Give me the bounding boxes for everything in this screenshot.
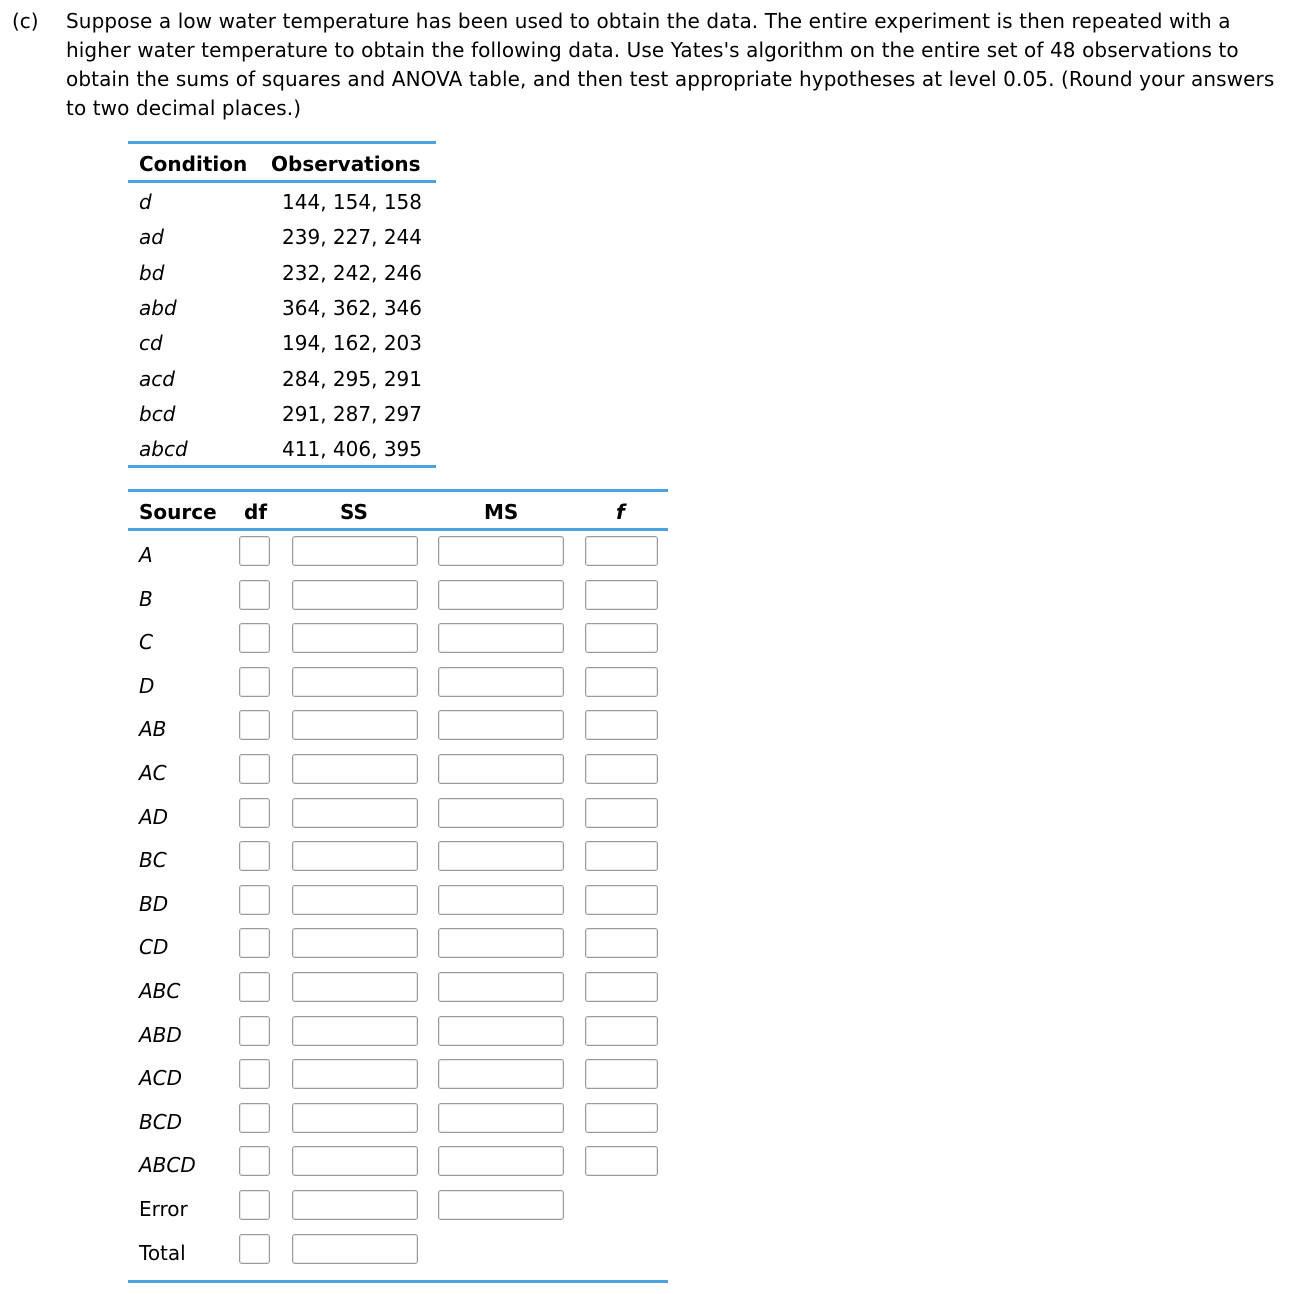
table-row (128, 432, 436, 467)
anova-row (128, 882, 668, 926)
ss-input[interactable] (292, 885, 418, 915)
header-ss: SS (340, 500, 368, 524)
source-label: AD (139, 804, 169, 829)
f-input[interactable] (585, 798, 658, 828)
table-row (128, 291, 436, 326)
source-label: AC (139, 761, 167, 785)
df-input[interactable] (239, 885, 270, 915)
anova-row (128, 1100, 668, 1144)
anova-row (128, 664, 668, 708)
df-input[interactable] (239, 1103, 270, 1133)
condition-cell: bd (139, 260, 165, 285)
condition-cell: abd (139, 295, 177, 320)
ss-input[interactable] (292, 580, 418, 610)
observations-cell: 284, 295, 291 (282, 366, 422, 391)
df-input[interactable] (239, 536, 270, 566)
source-label: Error (139, 1197, 188, 1221)
ms-input[interactable] (438, 841, 564, 871)
header-df: df (244, 500, 268, 524)
ss-input[interactable] (292, 1103, 418, 1133)
table-row (128, 326, 436, 361)
ss-input[interactable] (292, 623, 418, 653)
part-label: (c) (12, 9, 39, 33)
ss-input[interactable] (292, 841, 418, 871)
df-input[interactable] (239, 667, 270, 697)
ms-input[interactable] (438, 580, 564, 610)
condition-cell: cd (139, 331, 163, 356)
ss-input[interactable] (292, 754, 418, 784)
observations-cell: 232, 242, 246 (282, 260, 422, 285)
ms-input[interactable] (438, 754, 564, 784)
header-f: f (616, 500, 625, 524)
header-observations: Observations (271, 152, 421, 176)
anova-row (128, 795, 668, 839)
anova-header-row (128, 492, 668, 528)
condition-cell: bcd (139, 401, 176, 426)
ss-input[interactable] (292, 1234, 418, 1264)
source-label: ACD (139, 1066, 183, 1091)
ss-input[interactable] (292, 536, 418, 566)
ms-input[interactable] (438, 1190, 564, 1220)
f-input[interactable] (585, 885, 658, 915)
ms-input[interactable] (438, 667, 564, 697)
source-label: B (139, 586, 153, 611)
anova-row (128, 1013, 668, 1057)
anova-row (128, 1231, 668, 1275)
table-row (128, 362, 436, 397)
header-ms: MS (484, 500, 519, 524)
anova-table (128, 489, 668, 1283)
observations-cell: 239, 227, 244 (282, 225, 422, 250)
df-input[interactable] (239, 1234, 270, 1264)
ss-input[interactable] (292, 667, 418, 697)
header-condition: Condition (139, 152, 248, 176)
source-label: D (139, 673, 155, 698)
f-input[interactable] (585, 972, 658, 1002)
table-row (128, 185, 436, 220)
condition-cell: d (139, 190, 152, 214)
ms-input[interactable] (438, 1059, 564, 1089)
f-input[interactable] (585, 754, 658, 784)
ss-input[interactable] (292, 798, 418, 828)
f-input[interactable] (585, 1103, 658, 1133)
source-label: CD (139, 935, 169, 960)
header-source: Source (139, 500, 217, 524)
df-input[interactable] (239, 928, 270, 958)
df-input[interactable] (239, 580, 270, 610)
df-input[interactable] (239, 841, 270, 871)
observations-cell: 291, 287, 297 (282, 401, 422, 426)
f-input[interactable] (585, 623, 658, 653)
source-label: ABD (139, 1022, 182, 1047)
condition-cell: ad (139, 225, 164, 250)
anova-row (128, 969, 668, 1013)
df-input[interactable] (239, 1059, 270, 1089)
ss-input[interactable] (292, 1059, 418, 1089)
ss-input[interactable] (292, 710, 418, 740)
ms-input[interactable] (438, 1146, 564, 1176)
df-input[interactable] (239, 798, 270, 828)
f-input[interactable] (585, 580, 658, 610)
ms-input[interactable] (438, 885, 564, 915)
source-label: A (139, 543, 153, 567)
anova-row (128, 533, 668, 577)
df-input[interactable] (239, 1190, 270, 1220)
source-label: ABC (139, 979, 181, 1003)
observations-cell: 144, 154, 158 (282, 190, 422, 214)
ms-input[interactable] (438, 798, 564, 828)
source-label: BD (139, 891, 169, 916)
source-label: ABCD (139, 1153, 196, 1178)
f-input[interactable] (585, 536, 658, 566)
source-label: Total (139, 1240, 186, 1265)
anova-row (128, 707, 668, 751)
ss-input[interactable] (292, 928, 418, 958)
observations-cell: 411, 406, 395 (282, 437, 422, 462)
observations-cell: 194, 162, 203 (282, 331, 422, 356)
anova-row (128, 925, 668, 969)
condition-cell: abcd (139, 437, 188, 462)
df-input[interactable] (239, 754, 270, 784)
table-row (128, 397, 436, 432)
anova-row (128, 620, 668, 664)
ms-input[interactable] (438, 1103, 564, 1133)
f-input[interactable] (585, 710, 658, 740)
df-input[interactable] (239, 710, 270, 740)
f-input[interactable] (585, 928, 658, 958)
f-input[interactable] (585, 1059, 658, 1089)
ms-input[interactable] (438, 1016, 564, 1046)
anova-row (128, 1143, 668, 1187)
source-label: BCD (139, 1109, 183, 1134)
source-label: AB (139, 717, 167, 742)
table-row (128, 220, 436, 255)
ms-input[interactable] (438, 928, 564, 958)
source-label: BC (139, 848, 167, 873)
anova-row (128, 577, 668, 621)
df-input[interactable] (239, 623, 270, 653)
ss-input[interactable] (292, 1146, 418, 1176)
ms-input[interactable] (438, 972, 564, 1002)
table-rule (128, 1280, 668, 1283)
df-input[interactable] (239, 972, 270, 1002)
f-input[interactable] (585, 1146, 658, 1176)
observations-cell: 364, 362, 346 (282, 295, 422, 320)
ss-input[interactable] (292, 1016, 418, 1046)
f-input[interactable] (585, 667, 658, 697)
question-text: Suppose a low water temperature has been used to obtain the data. The entire experiment is then repeated with a higher water temperature to obtain the following data. Use Yates's algorithm on the entire set of 48 observations to obtain the sums of squares and ANOVA table, and then test appropriate hypotheses at level 0.05. (Round your answers to two decimal places.) (66, 9, 1275, 120)
observations-body (128, 183, 436, 465)
ms-input[interactable] (438, 536, 564, 566)
df-input[interactable] (239, 1146, 270, 1176)
condition-cell: acd (139, 366, 175, 391)
anova-row (128, 751, 668, 795)
ms-input[interactable] (438, 623, 564, 653)
table-row (128, 256, 436, 291)
anova-body (128, 531, 668, 1280)
anova-row (128, 1056, 668, 1100)
f-input[interactable] (585, 1016, 658, 1046)
anova-row (128, 1187, 668, 1231)
df-input[interactable] (239, 1016, 270, 1046)
ms-input[interactable] (438, 710, 564, 740)
observations-table (128, 141, 436, 468)
observations-header-row (128, 144, 436, 180)
ss-input[interactable] (292, 1190, 418, 1220)
f-input[interactable] (585, 841, 658, 871)
source-label: C (139, 630, 153, 655)
anova-row (128, 838, 668, 882)
ss-input[interactable] (292, 972, 418, 1002)
